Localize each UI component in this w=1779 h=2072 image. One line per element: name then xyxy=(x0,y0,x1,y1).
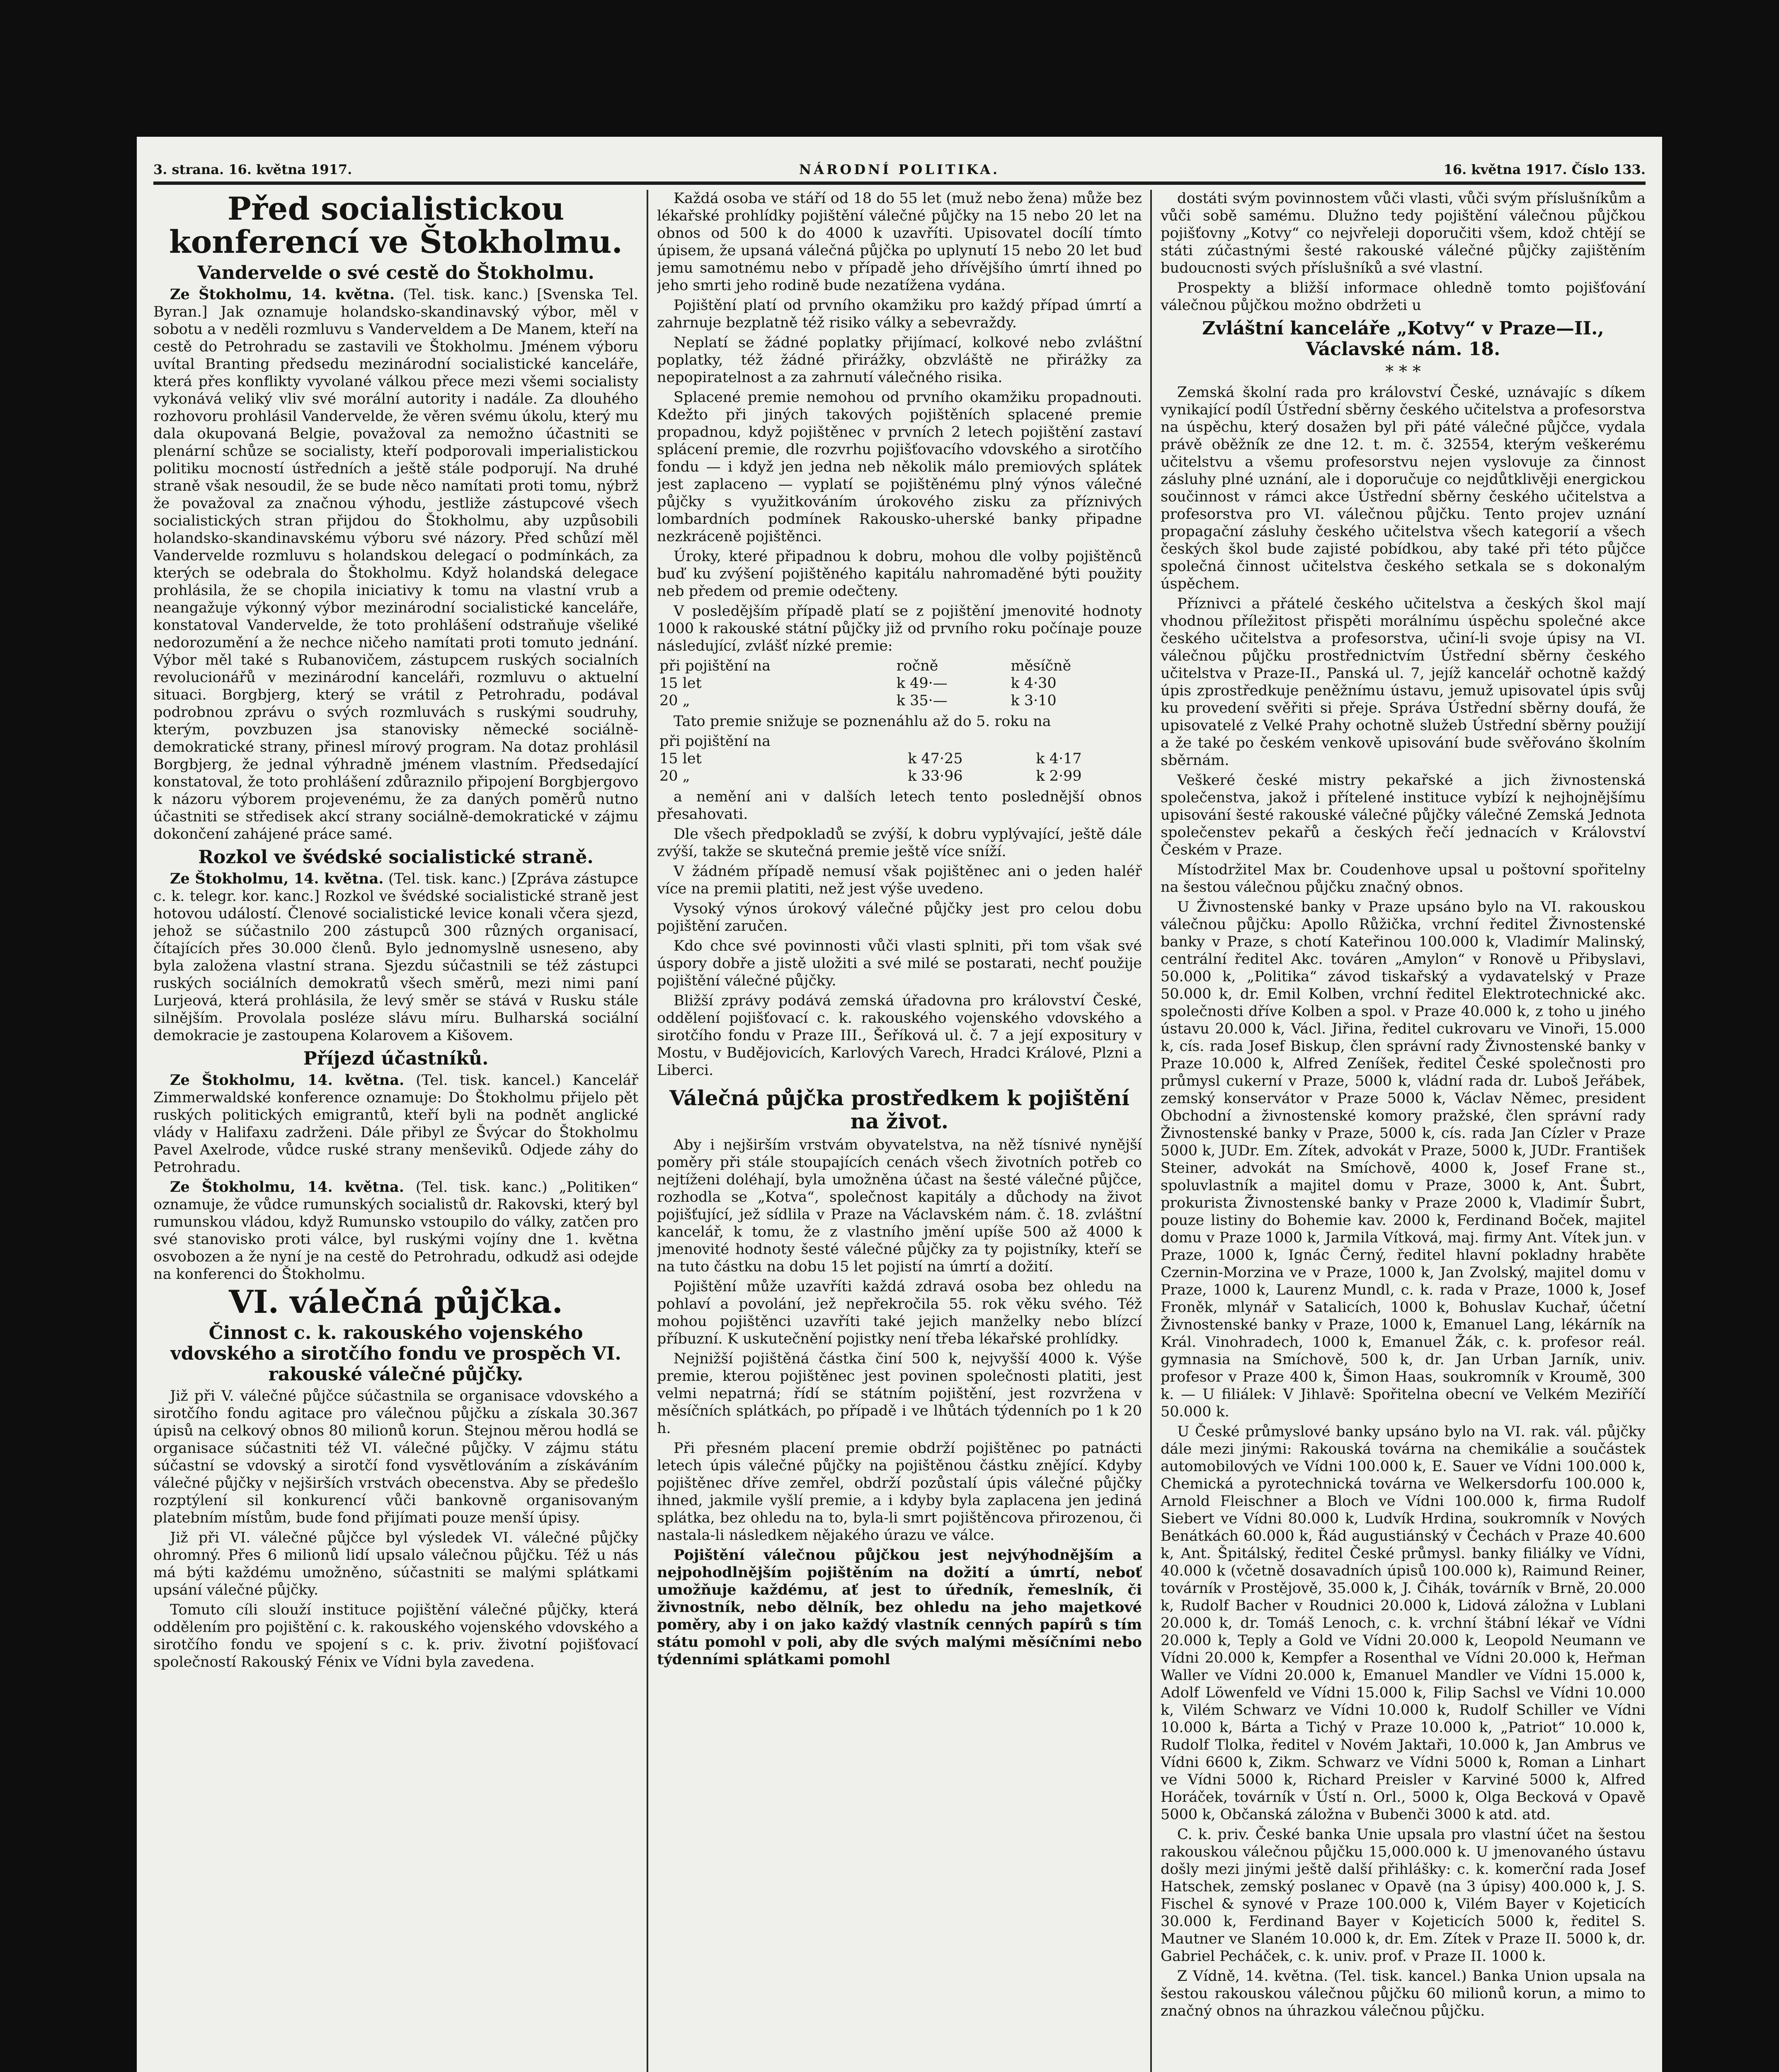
paragraph: Nejnižší pojištěná částka činí 500 k, nejvyšší 4000 k. Výše premie, kterou pojištěnec jest povinen společnosti platiti, jest velmi nepatrná; řídí se státním pojištění, jest rozvržena v měsíčních splátkách, po případě i ve lhůtách týdenních po 1 k 20 h. xyxy=(657,1351,1142,1437)
paragraph: Bližší zprávy podává zemská úřadovna pro království České, oddělení pojišťovací c. k. rakouského vojenského vdovského a sirotčího fondu v Praze III., Šeříková ul. č. 7 a její expositury v Mostu, v Budějovicích, Karlových Varech, Hradci Králové, Plzni a Liberci. xyxy=(657,992,1142,1079)
masthead-left: 3. strana. 16. května 1917. xyxy=(153,162,352,177)
premium-table-2 xyxy=(657,733,1142,785)
newspaper-page xyxy=(137,137,1662,2072)
office-address: Zvláštní kanceláře „Kotvy“ v Praze—II., Václavské nám. 18. xyxy=(1202,318,1604,360)
section-divider: * * * xyxy=(1385,362,1421,381)
paragraph: Prospekty a bližší informace ohledně tomto pojišťování válečnou půjčkou možno obdržeti u xyxy=(1161,280,1646,314)
table-header: ročně xyxy=(896,658,938,674)
table-cell: k 33·96 xyxy=(908,768,963,784)
paragraph-text: (Tel. tisk. kanc.) „Politiken“ oznamuje, že vůdce rumunských socialistů dr. Rakovski, který byl rumunskou vládou, když Rumunsko vstoupilo do války, zatčen pro své stanovisko proti válce, byl ruskými vojíny dne 1. května osvobozen a že nyní je na cestě do Petrohradu, odkudž asi odejde na konferenci do Štokholmu. xyxy=(153,1179,638,1283)
paragraph: Z Vídně, 14. května. (Tel. tisk. kancel.) Banka Union upsala na šestou rakouskou válečnou půjčku 60 milionů korun, a mimo to značný obnos na úhrazkou válečnou půjčku. xyxy=(1161,1968,1646,2019)
table-header: měsíčně xyxy=(1011,658,1071,674)
paragraph xyxy=(153,286,638,843)
paragraph: Již při VI. válečné půjčce byl výsledek VI. válečné půjčky ohromný. Přes 6 milionů lidí upsalo válečnou půjčku. Též u nás má býti každému umožněno, súčastniti se malými splátkami upsání válečné půjčky. xyxy=(153,1530,638,1598)
column-rule-2 xyxy=(1150,190,1152,2072)
article-title-war-loan: VI. válečná půjčka. xyxy=(229,1283,563,1320)
table-cell: k 4·17 xyxy=(1036,750,1082,767)
paragraph: Aby i nejširším vrstvám obyvatelstva, na něž tísnivé nynější poměry při stále stoupajících cenách všech životních potřeb co nejtíženi doléhají, byla umožněna účast na šesté válečné půjčce, rozhodla se „Kotva“, společnost kapitály a důchody na život pojišťující, jež sídlila v Praze na Václavském nám. č. 18. zvláštní kancelář, k tomu, že z vlastního jmění upíše 500 až 4000 k jmenovité hodnoty šesté válečné půjčky za ty pojistníky, kteří se na tuto částku na dobu 15 let pojistí na úmrtí a dožití. xyxy=(657,1137,1142,1275)
table-cell: k 3·10 xyxy=(1011,692,1057,709)
table-header xyxy=(1033,733,1142,750)
paragraph: Pojištění platí od prvního okamžiku pro každý případ úmrtí a zahrnuje bezplatně též risiko války a sebevraždy. xyxy=(657,297,1142,331)
paragraph: dostáti svým povinnostem vůči vlasti, vůči svým příslušníkům a vůči sobě samému. Dlužno tedy pojištění válečnou půjčkou pojišťovny „Kotvy“ co nejvřeleji doporučiti všem, kdož chtějí se státi zúčastnými šesté rakouské válečné půjčky zajištěním budoucnosti svých příslušníků a své vlastní. xyxy=(1161,190,1646,276)
paragraph-text: (Tel. tisk. kanc.) [Zpráva zástupce c. k. telegr. kor. kanc.] Rozkol ve švédské socialistické straně jest hotovou událostí. Členové socialistické levice konali včera sjezd, jehož se súčastnilo 200 zástupců 300 různých organisací, čítajících přes 30.000 členů. Bylo jednomyslně usneseno, aby byla založena vlastní strana. Sjezdu súčastnili se též zástupci ruských sociálních demokratů všech směrů, mezi nimi paní Lurjeová, která prohlásila, že levý směr se stává v Rusku stále silnějším. Provolala posléze slávu míru. Bulharská sociální demokracie je zastoupena Kolarovem a Kišovem. xyxy=(153,871,638,1044)
paragraph: Tomuto cíli slouží instituce pojištění válečné půjčky, která oddělením pro pojištění c. k. rakouského vojenského vdovského a sirotčího fondu ve spojení s c. k. priv. životní pojišťovací společností Rakouský Fénix ve Vídni byla zavedena. xyxy=(153,1602,638,1670)
paragraph: Veškeré české mistry pekařské a jich živnostenská společenstva, jakož i přítelené instituce vybízí k nejhojnějšímu upisování šesté rakouské válečné půjčky válečné Zemská Jednota společenstev pekařů a českých řečí jednacích v Království Českém v Praze. xyxy=(1161,772,1646,858)
table-header xyxy=(905,733,1033,750)
column-1 xyxy=(153,190,638,2072)
table-header: při pojištění na xyxy=(659,733,771,750)
dateline: Ze Štokholmu, 14. května. xyxy=(170,1179,404,1196)
table-cell: 20 „ xyxy=(659,768,690,784)
masthead-right: 16. května 1917. Číslo 133. xyxy=(1443,162,1646,177)
paragraph-text: (Tel. tisk. kanc.) [Svenska Tel. Byran.] Jak oznamuje holandsko-skandinavský výbor, měl v sobotu a v neděli rozmluvu s Vanderveldem a De Manem, kteří na cestě do Petrohradu se zastavili ve Štokholmu. Jménem výboru uvítal Branting předsedu mezinárodní socialistické kanceláře, která přes konflikty vyvolané válkou přece mezi všemi socialisty vykonává veliký vliv své morální autority i nadále. Za dlouhého rozhovoru prohlásil Vandervelde, že věren svému úkolu, který mu dala okupovaná Belgie, považoval za nemožno účastniti se plenární schůze se socialisty, kteří podporovali imperialistickou politiku mocností ústředních a ještě stále podporují. Na druhé straně však nesoudil, že se bude něco namítati proti tomu, nýbrž že považoval za značnou výhodu, jestliže zástupcové všech socialistických stran přijdou do Štokholmu, aby uzpůsobili holandsko-skandinavskému výboru své názory. Před schůzí měl Vandervelde rozmluvu s holandskou delegací o podmínkách, za kterých se odebrala do Štokholmu. Když holandská delegace prohlásila, že se chopila iniciativy k tomu na vlastní vrub a neangažuje výkonný výbor mezinárodní socialistické kanceláře, konstatoval Vandervelde, že toto prohlášení odstraňuje všeliké nedorozumění a že nechce ničeho namítati proti tomuto jednání. Výbor měl také s Rubanovičem, zástupcem ruských socialních revolucionářů v mezinárodní kanceláři, rozmluvu o aktuelní situaci. Borgbjerg, který se vrátil z Petrohradu, podával podrobnou zprávu o svých rozmluvách s ruskými soudruhy, kterým, povzbuzen jsa stanovisky německé sociálně-demokratické strany, přinesl mírový program. Na dotaz prohlásil Borgbjerg, že jednal výhradně jménem vlastním. Předsedající konstatoval, že toto prohlášení zdůraznilo připojení Borgbjergovo k názoru výborem projevenému, že za daných poměrů nutno účastniti se středisek akcí strany sociálně-demokratické v zájmu dokončení zahájené práce samé. xyxy=(153,286,638,842)
subheading-rozkol: Rozkol ve švédské socialistické straně. xyxy=(198,847,594,868)
article-title-stockholm: Před socialistickou konferencí ve Štokholmu. xyxy=(169,190,623,260)
table-header: při pojištění na xyxy=(659,658,771,674)
column-rule-1 xyxy=(647,190,648,2072)
paragraph: Každá osoba ve stáří od 18 do 55 let (muž nebo žena) může bez lékařské prohlídky pojištění válečné půjčky na 15 nebo 20 let na obnos od 500 k do 4000 k uzavříti. Upisovatel docílí tímto úpisem, že upsaná válečná půjčka po uplynutí 15 nebo 20 let buď jemu samotnému nebo v případě jeho dřívějšího úmrtí ihned po jeho smrti jeho rodině bude nezatížena vydána. xyxy=(657,190,1142,294)
paragraph: Již při V. válečné půjčce súčastnila se organisace vdovského a sirotčího fondu agitace pro válečnou půjčku a získala 30.367 úpisů na celkový obnos 80 milionů korun. Stejnou měrou hodlá se organisace súčastniti též VI. válečné půjčky. V zájmu státu súčastní se vdovský a sirotčí fond vysvětlováním a získáváním válečné půjčky v nejširších vrstvách obecenstva. Aby se předešlo rozptýlení sil konkurencí vůči bankovně organisovaným platebním místům, bude fond přijímati pouze menší úpisy. xyxy=(153,1388,638,1526)
column-3 xyxy=(1161,190,1646,2072)
table-cell: k 4·30 xyxy=(1011,675,1057,692)
paragraph: Vysoký výnos úrokový válečné půjčky jest pro celou dobu pojištění zaručen. xyxy=(657,900,1142,934)
table-cell: 20 „ xyxy=(659,692,690,709)
paragraph: Zemská školní rada pro království České, uznávajíc s díkem vynikající podíl Ústřední sběrny českého učitelstva a profesorstva na úspěchu, který dosažen byl při páté válečné půjčce, vydala právě oběžník ze dne 12. t. m. č. 32554, kterým veškerému učitelstvu a všemu profesorstvu nejen vyslovuje za činnost zásluhy plné uznání, ale i doporučuje co nejdůtklivěji energickou součinnost v rámci akce Ústřední sběrny českého učitelstva a profesorstva pro VI. válečnou půjčku. Tento projev uznání propagační zásluhy českého učitelstva všech kategorií a všech českých škol bude zajisté pobídkou, aby také při této půjčce společná činnost učitelstva českého setkala se s dokonalým úspěchem. xyxy=(1161,384,1646,592)
subheading-prijezd: Příjezd účastníků. xyxy=(303,1048,489,1069)
paragraph: Kdo chce své povinnosti vůči vlasti splniti, při tom však své úspory dobře a jistě uložiti a své milé se postarati, nechť použije pojištění válečné půjčky. xyxy=(657,938,1142,989)
table-row xyxy=(657,767,1142,785)
paragraph xyxy=(153,870,638,1044)
paragraph: V posledějším případě platí se z pojištění jmenovité hodnoty 1000 k rakouské státní půjčky již od prvního roku počínaje pouze následující, zvlášť nízké premie: xyxy=(657,603,1142,654)
table-row xyxy=(657,692,1142,709)
table-cell: 15 let xyxy=(659,675,702,692)
paragraph xyxy=(153,1072,638,1176)
paragraph: Úroky, které připadnou k dobru, mohou dle volby pojištěnců buď ku zvýšení pojištěného kapitálu nahromaděné býti použity neb předem od premie odečteny. xyxy=(657,548,1142,600)
subheading-vandervelde: Vandervelde o své cestě do Štokholmu. xyxy=(197,262,594,283)
column-2 xyxy=(657,190,1142,2072)
paragraph: Pojištění může uzavříti každá zdravá osoba bez ohledu na pohlaví a povolání, jež nepřekročila 55. rok věku svého. Též mohou pojištěnci uzavříti také jejich manželky nebo blízcí příbuzní. K uskutečnění pojistky není třeba lékařské prohlídky. xyxy=(657,1278,1142,1347)
table-row xyxy=(657,750,1142,767)
table-cell: k 35·— xyxy=(896,692,948,709)
table-row xyxy=(657,675,1142,692)
masthead xyxy=(153,162,1646,180)
table-cell: k 2·99 xyxy=(1036,768,1082,784)
paragraph: Pojištění válečnou půjčkou jest nejvýhodnějším a nejpohodlnějším pojištěním na dožití a úmrtí, neboť umožňuje každému, ať jest to úředník, řemeslník, či živnostník, nebo dělník, bez ohledu na jeho majetkové poměry, aby i on jako každý vlastník cenných papírů s tím státu pomohl v poli, aby dle svých malými měsíčními nebo týdenními splátkami pomohl xyxy=(657,1547,1142,1668)
masthead-rule xyxy=(153,182,1646,185)
table-cell: k 47·25 xyxy=(908,750,963,767)
paragraph: Místodržitel Max br. Coudenhove upsal u poštovní spořitelny na šestou válečnou půjčku značný obnos. xyxy=(1161,862,1646,896)
paragraph-text: (Tel. tisk. kancel.) Kancelář Zimmerwaldské konference oznamuje: Do Štokholmu přijelo pět ruských politických emigrantů, kteří byli na podnět anglické vlády v Halifaxu zadrženi. Dále přibyl ze Švýcar do Štokholmu Pavel Axelrode, vůdce ruské strany menševiků. Odjede záhy do Petrohradu. xyxy=(153,1072,638,1176)
premium-table-1 xyxy=(657,657,1142,709)
paragraph: V žádném případě nemusí však pojištěnec ani o jeden haléř více na premii platiti, než jest výše uvedeno. xyxy=(657,863,1142,897)
paragraph: U Živnostenské banky v Praze upsáno bylo na VI. rakouskou válečnou půjčku: Apollo Růžička, vrchní ředitel Živnostenské banky v Praze, s chotí Kateřinou 100.000 k, Vladimír Malinský, centrální ředitel Akc. továren „Amylon“ v Ronově u Přibyslavi, 50.000 k, „Politika“ závod tiskařský a vydavatelský v Praze 50.000 k, dr. Emil Kolben, vrchní ředitel Elektrotechnické akc. společnosti dříve Kolben a spol. v Praze 40.000 k, z toho u jiného ústavu 20.000 k, Václ. Jiřina, ředitel cukrovaru ve Vinoři, 15.000 k, cís. rada Josef Biskup, člen správní rady Živnostenské banky v Praze 10.000 k, Alfred Zeníšek, ředitel České společnosti pro průmysl cukerní v Praze, 5000 k, vládní rada dr. Luboš Jeřábek, zemský konservátor v Praze 5000 k, Václav Němec, president Obchodní a živnostenské komory pražské, člen správní rady Živnostenské banky v Praze, 5000 k, cís. rada Jan Cízler v Praze 5000 k, JUDr. Em. Zítek, advokát v Praze, 5000 k, JUDr. František Steiner, advokát na Smíchově, 4000 k, Josef Frane st., spoluvlastník a majitel domu v Praze, 3000 k, Ant. Šubrt, prokurista Živnostenské banky v Praze 2000 k, Vladimír Šubrt, pouze listiny do Bohemie kav. 2000 k, Ferdinand Boček, majitel domu v Praze 1000 k, Jarmila Vítková, maj. firmy Ant. Vítek jun. v Praze, 1000 k, Ignác Černý, ředitel hlavní pokladny hraběte Czernin-Morzina ve v Praze, 1000 k, Jan Zvolský, majitel domu v Praze, 1000 k, Laurenz Mundl, c. k. rada v Praze, 1000 k, Josef Froněk, mlynář v Satalicích, 1000 k, Bohuslav Kuchař, účetní Živnostenské banky v Praze, 1000 k, Emanuel Lang, lékárník na Král. Vinohradech, 1000 k, Emanuel Žák, c. k. profesor reál. gymnasia na Smíchově, 500 k, dr. Jan Urban Jarník, univ. profesor v Praze 400 k, Šimon Haas, soukromník v Kroumě, 300 k. — U filiálek: V Jihlavě: Spořitelna obecní ve Velkém Meziříčí 50.000 k. xyxy=(1161,899,1646,1420)
dateline: Ze Štokholmu, 14. května. xyxy=(170,1072,405,1089)
paragraph: Neplatí se žádné poplatky přijímací, kolkové nebo zvláštní poplatky, též žádné přirážky, obzvláště ne přirážky za nepopiratelnost a za zahrnutí válečného risika. xyxy=(657,334,1142,386)
subheading-fund: Činnost c. k. rakouského vojenského vdovského a sirotčího fondu ve prospěch VI. rakouské válečné půjčky. xyxy=(170,1322,621,1385)
paragraph: Příznivci a přátelé českého učitelstva a českých škol mají vhodnou příležitost přispěti morálnímu úspěchu společné akce českého učitelstva a profesorstva, učiní-li svoje úpisy na VI. válečnou půjčku prostřednictvím Ústřední sběrny českého učitelstva v Praze-II., Panská ul. 7, jejíž kancelář ochotně každý úpis zprostředkuje peněžnímu ústavu, jemuž upisovatel úpis svůj ku provedení svěřiti si přeje. Správa Ústřední sběrny doufá, že upisovatelé z Velké Prahy ochotně služeb Ústřední sběrny použijí a že také po českém venkově upisování bude svěřováno školním sběrnám. xyxy=(1161,595,1646,769)
paragraph: Dle všech předpokladů se zvýší, k dobru vyplývající, ještě dále zvýší, takže se skutečná premie ještě více sníží. xyxy=(657,826,1142,860)
paragraph: Tato premie snižuje se poznenáhlu až do 5. roku na xyxy=(674,713,1051,730)
paragraph: Splacené premie nemohou od prvního okamžiku propadnouti. Kdežto při jiných takových pojištěních splacené premie propadnou, když pojištěnec v prvních 2 letech pojištění zastaví splácení premie, dle rozvrhu pojišťovacího vdovského a sirotčího fondu — i když jen jedna neb několik málo premiových splátek jest zaplaceno — vyplatí se pojištěnému plný výnos válečné půjčky s využitkováním úrokového zisku za příznivých lombardních podmínek Rakousko-uherské banky připadne nezkráceně pojištěnci. xyxy=(657,389,1142,545)
paragraph: U České průmyslové banky upsáno bylo na VI. rak. vál. půjčky dále mezi jinými: Rakouská továrna na chemikálie a součástek automobilových ve Vídni 100.000 k, E. Sauer ve Vídni 100.000 k, Chemická a pyrotechnická továrna ve Welkersdorfu 100.000 k, Arnold Fleischner a Bloch ve Vídni 100.000 k, firma Rudolf Siebert ve Vídni 80.000 k, Ludvík Hrdina, soukromník v Nových Benátkách 60.000 k, Řád augustiánský v Čechách v Praze 40.600 k, Ant. Špitálský, ředitel České průmysl. banky filiálky ve Vídni, 40.000 k (včetně dosavadních úpisů 100.000 k), Raimund Reiner, továrník v Prostějově, 35.000 k, J. Čihák, továrník v Brně, 20.000 k, Rudolf Bacher v Roudnici 20.000 k, Lidová záložna v Lublani 20.000 k, dr. Tomáš Lenoch, c. k. vrchní štábní lékař ve Vídni 20.000 k, Teply a Gold ve Vídni 20.000 k, Leopold Neumann ve Vídni 20.000 k, Kempfer a Rosenthal ve Vídni 20.000 k, Heřman Waller ve Vídni 20.000 k, Emanuel Mandler ve Vídni 15.000 k, Adolf Löwenfeld ve Vídni 15.000 k, Filip Sachsl ve Vídni 10.000 k, Vilém Schwarz ve Vídni 10.000 k, Rudolf Schiller ve Vídni 10.000 k, Bárta a Tichý v Praze 10.000 k, „Patriot“ 10.000 k, Rudolf Tlolka, ředitel v Novém Jaktaři, 10.000 k, Jan Ambrus ve Vídni 6600 k, Zikm. Schwarz ve Vídni 5000 k, Roman a Linhart ve Vídni 5000 k, Richard Preisler v Karviné 5000 k, Alfred Horáček, továrník v Ústí n. Orl., 5000 k, Olga Becková v Opavě 5000 k, Občanská záložna v Bubenči 3000 k atd. atd. xyxy=(1161,1423,1646,1823)
dateline: Ze Štokholmu, 14. května. xyxy=(170,286,395,303)
paragraph: a nemění ani v dalších letech tento poslednější obnos přesahovati. xyxy=(657,789,1142,823)
paragraph xyxy=(153,1179,638,1283)
paragraph: C. k. priv. České banka Unie upsala pro vlastní účet na šestou rakouskou válečnou půjčku 15,000.000 k. U jmenovaného ústavu došly mezi jinými ještě další přihlášky: c. k. komerční rada Josef Hatschek, zemský poslanec v Opavě (na 3 úpisy) 400.000 k, J. S. Fischel & synové v Praze 100.000 k, Vilém Bayer v Kojeticích 30.000 k, Ferdinand Bayer v Kojeticích 5000 k, ředitel S. Mautner ve Slaném 10.000 k, dr. Em. Zítek v Praze II. 5000 k, dr. Gabriel Pecháček, c. k. univ. prof. v Praze II. 1000 k. xyxy=(1161,1826,1646,1965)
table-cell: k 49·— xyxy=(896,675,948,692)
masthead-title: NÁRODNÍ POLITIKA. xyxy=(799,162,1000,177)
paragraph: Při přesném placení premie obdrží pojištěnec po patnácti letech úpis válečné půjčky na pojištěnou částku znějící. Kdyby pojištěnec dříve zemřel, obdrží pozůstalí úpis válečné půjčky ihned, jakmile vyšlí premie, a i kdyby byla zaplacena jen jediná splátka, bez ohledu na to, byla-li smrt pojištěncova přirozenou, či nastala-li následkem nějakého úrazu ve válce. xyxy=(657,1440,1142,1544)
article-title-life-insurance: Válečná půjčka prostředkem k pojištění na život. xyxy=(669,1086,1129,1133)
table-cell: 15 let xyxy=(659,750,702,767)
dateline: Ze Štokholmu, 14. května. xyxy=(170,870,384,887)
